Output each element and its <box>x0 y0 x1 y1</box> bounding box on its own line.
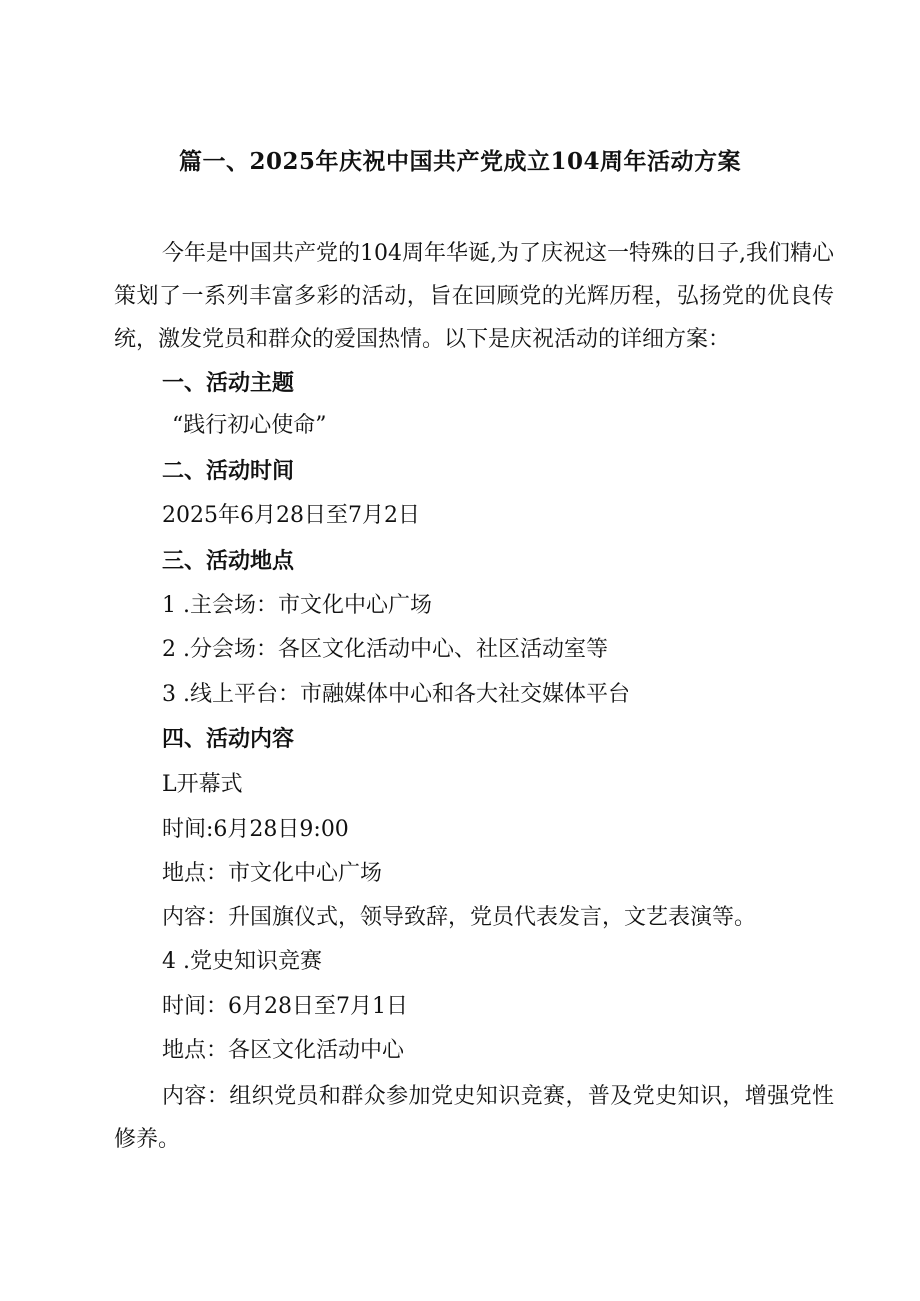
activity-time: 2025年6月28日至7月2日 <box>162 503 420 528</box>
item-title-quiz: 4 .党史知识竞赛 <box>162 949 322 974</box>
venue-item-online: 3 .线上平台：市融媒体中心和各大社交媒体平台 <box>162 682 630 707</box>
item-content-quiz: 内容：组织党员和群众参加党史知识竞赛，普及党史知识，增强党性修养。 <box>114 1084 834 1152</box>
venue-item-main: 1 .主会场：市文化中心广场 <box>162 593 432 618</box>
section-heading-content: 四、活动内容 <box>162 726 295 752</box>
document-title: 篇一、2025年庆祝中国共产党成立104周年活动方案 <box>178 148 742 175</box>
item-place-opening: 地点：市文化中心广场 <box>162 861 383 886</box>
item-place-quiz: 地点：各区文化活动中心 <box>162 1038 405 1063</box>
item-content-opening: 内容：升国旗仪式，领导致辞，党员代表发言，文艺表演等。 <box>162 905 757 930</box>
section-heading-time: 二、活动时间 <box>162 458 295 484</box>
intro-paragraph: 今年是中国共产党的104周年华诞,为了庆祝这一特殊的日子,我们精心策划了一系列丰富多彩的活动，旨在回顾党的光辉历程，弘扬党的优良传统，激发党员和群众的爱国热情。以下是庆祝活动的详细方案： <box>114 241 834 352</box>
activity-theme: “践行初心使命” <box>172 413 327 438</box>
item-title-opening: L开幕式 <box>162 772 243 797</box>
item-time-quiz: 时间：6月28日至7月1日 <box>162 994 408 1019</box>
section-heading-venue: 三、活动地点 <box>162 548 295 574</box>
section-heading-theme: 一、活动主题 <box>162 370 295 396</box>
item-time-opening: 时间:6月28日9:00 <box>162 817 349 842</box>
venue-item-branch: 2 .分会场：各区文化活动中心、社区活动室等 <box>162 637 608 662</box>
